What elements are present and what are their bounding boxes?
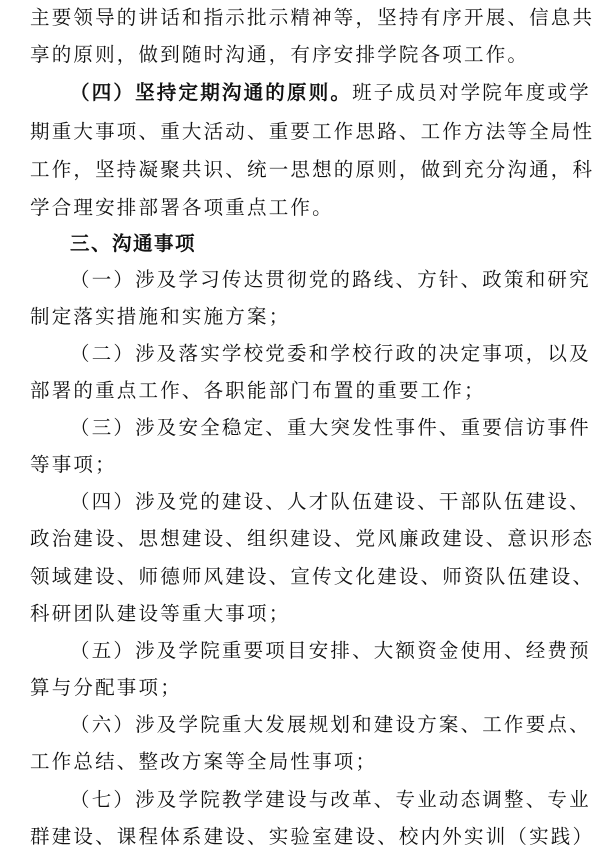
paragraph-principle-4-first-line (70, 78, 591, 108)
text-line: 享的原则，做到随时沟通，有序安排学院各项工作。 (30, 43, 530, 66)
list-item-6-line-2: 工作总结、整改方案等全局性事项； (30, 750, 378, 773)
list-item-7-line-1: （七）涉及学院教学建设与改革、专业动态调整、专业 (70, 788, 591, 811)
principle-4-title: （四）坚持定期沟通的原则。 (70, 81, 353, 104)
list-item-6-line-1: （六）涉及学院重大发展规划和建设方案、工作要点、 (70, 713, 591, 736)
list-item-4-line-3: 领域建设、师德师风建设、宣传文化建设、师资队伍建设、 (30, 565, 595, 588)
list-item-1-line-2: 制定落实措施和实施方案； (30, 305, 291, 328)
list-item-2-line-1: （二）涉及落实学校党委和学校行政的决定事项，以及 (70, 342, 591, 365)
text-line: 工作，坚持凝聚共识、统一思想的原则，做到充分沟通，科 (30, 158, 595, 181)
list-item-2-line-2: 部署的重点工作、各职能部门布置的重要工作； (30, 379, 486, 402)
list-item-7-line-2: 群建设、课程体系建设、实验室建设、校内外实训（实践） (30, 825, 595, 848)
list-item-5-line-1: （五）涉及学院重要项目安排、大额资金使用、经费预 (70, 639, 591, 662)
text-line: 学合理安排部署各项重点工作。 (30, 196, 334, 219)
text-line: 班子成员对学院年度或学 (352, 81, 591, 104)
list-item-4-line-1: （四）涉及党的建设、人才队伍建设、干部队伍建设、 (70, 490, 591, 513)
list-item-3-line-2: 等事项； (30, 453, 117, 476)
list-item-1-line-1: （一）涉及学习传达贯彻党的路线、方针、政策和研究 (70, 268, 591, 291)
text-line: 主要领导的讲话和指示批示精神等，坚持有序开展、信息共 (30, 6, 595, 29)
list-item-3-line-1: （三）涉及安全稳定、重大突发性事件、重要信访事件 (70, 416, 591, 439)
text-line: 期重大事项、重大活动、重要工作思路、工作方法等全局性 (30, 120, 595, 143)
list-item-4-line-4: 科研团队建设等重大事项； (30, 602, 291, 625)
list-item-5-line-2: 算与分配事项； (30, 676, 182, 699)
list-item-4-line-2: 政治建设、思想建设、组织建设、党风廉政建设、意识形态 (30, 527, 595, 550)
section-heading: 三、沟通事项 (70, 232, 197, 255)
